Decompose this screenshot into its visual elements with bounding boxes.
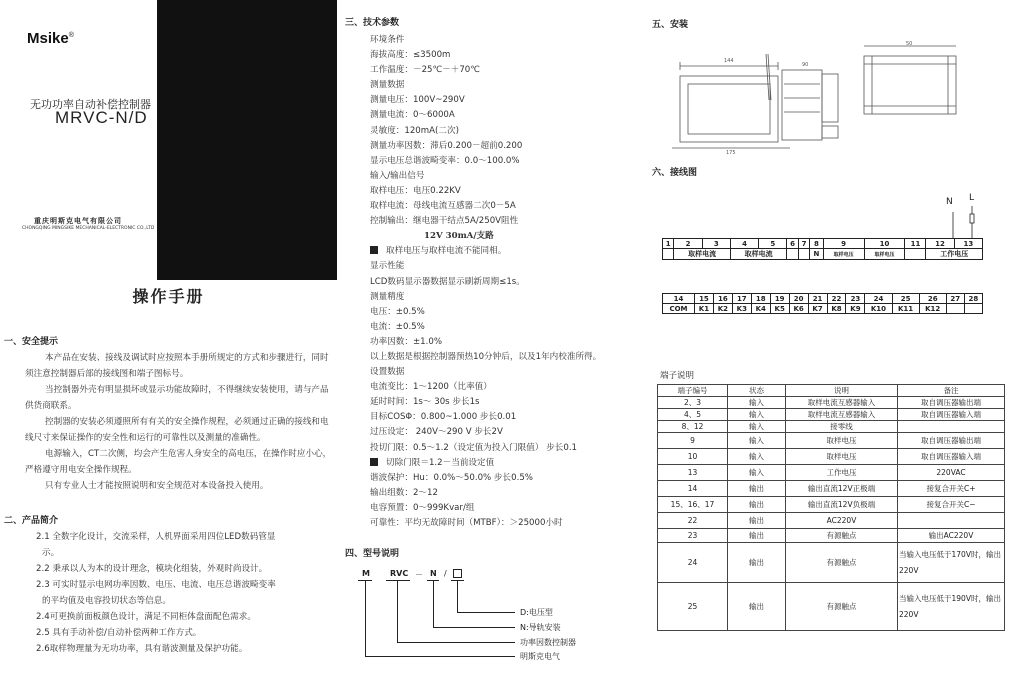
tech-line: 电压：±0.5% bbox=[370, 306, 425, 317]
terminal-caption: 端子说明 bbox=[660, 371, 695, 381]
terminal-row-2 bbox=[662, 293, 983, 314]
tech-heading: 三、技术参数 bbox=[345, 18, 400, 28]
code-rvc: RVC bbox=[390, 569, 409, 578]
terminal-label: K5 bbox=[770, 304, 789, 314]
note-line: 切除门限＝1.2－当前设定值 bbox=[370, 456, 601, 471]
table-header-row bbox=[658, 385, 1005, 397]
terminal-number: 5 bbox=[759, 239, 787, 249]
terminal-table bbox=[657, 384, 1005, 631]
cover-black-panel bbox=[157, 0, 337, 280]
terminal-label: 取样电流 bbox=[730, 249, 786, 260]
intro-list bbox=[36, 529, 336, 657]
fuse-icon bbox=[970, 214, 974, 223]
intro-item: 示。 bbox=[42, 548, 60, 558]
terminal-label: COM bbox=[663, 304, 695, 314]
code-dash: － bbox=[415, 570, 423, 579]
wiring-heading: 六、接线图 bbox=[652, 168, 698, 178]
code-box bbox=[453, 569, 462, 578]
tech-line: 谐波保护：Hu：0.0%～50.0% 步长0.5% bbox=[370, 472, 533, 483]
terminal-number: 16 bbox=[713, 294, 732, 304]
terminal-number: 24 bbox=[865, 294, 892, 304]
tech-line: 取样电流：母线电流互感器二次0－5A bbox=[370, 201, 516, 212]
install-heading: 五、安装 bbox=[652, 20, 689, 30]
terminal-label: K3 bbox=[732, 304, 751, 314]
product-name: 无功功率自动补偿控制器 bbox=[30, 98, 151, 111]
tech-line: LCD数码显示器数据显示刷新周期≤1s。 bbox=[370, 276, 525, 287]
product-model: MRVC-N/D bbox=[55, 108, 148, 127]
tech-line: 以上数据是根据控制器预热10分钟后，以及1年内校准所得。 bbox=[370, 351, 602, 362]
terminal-number: 6 bbox=[787, 239, 798, 249]
tech-line: 电流：±0.5% bbox=[370, 321, 425, 332]
intro-item: 2.1 全数字化设计，交流采样，人机界面采用四位LED数码管显 bbox=[36, 532, 276, 542]
model-label: D:电压型 bbox=[520, 608, 553, 617]
terminal-label: K6 bbox=[789, 304, 808, 314]
company-name-cn: 重庆明斯克电气有限公司 bbox=[34, 217, 122, 225]
table-row: 15、16、17 输出 输出直流12V负极端 接复合开关C− bbox=[658, 497, 1005, 513]
tech-line: 测量精度 bbox=[370, 291, 405, 302]
tech-line: 测量功率因数：滞后0.200－超前0.200 bbox=[370, 140, 523, 151]
tech-line: 设置数据 bbox=[370, 367, 405, 378]
company-name-en: CHONGQING MINGSIKE MECHANICAL-ELECTRONIC CO.,LTD bbox=[22, 226, 155, 231]
terminal-label: K2 bbox=[713, 304, 732, 314]
table-header: 说明 bbox=[786, 385, 898, 397]
intro-item: 2.3 可实时显示电网功率因数、电压、电流、电压总谐波畸变率 bbox=[36, 580, 276, 590]
tech-line: 输出组数：2～12 bbox=[370, 487, 438, 498]
relay-rating: 12V 30mA/支路 bbox=[424, 231, 494, 242]
tech-line: 功率因数：±1.0% bbox=[370, 336, 443, 347]
intro-heading: 二、产品简介 bbox=[4, 516, 59, 526]
tech-line: 延时时间：1s～ 30s 步长1s bbox=[370, 397, 480, 408]
code-m: M bbox=[362, 569, 370, 578]
note-icon bbox=[370, 246, 378, 254]
tech-line: 电流变比：1～1200（比率值） bbox=[370, 382, 492, 393]
safety-paragraph: 电源输入，CT二次侧，均会产生危害人身安全的高电压，在操作时应小心，严格遵守用电安全操作规程。 bbox=[25, 449, 332, 475]
table-row: 13 输入 工作电压 220VAC bbox=[658, 465, 1005, 481]
tech-line: 输入/输出信号 bbox=[370, 170, 425, 181]
terminal-number: 21 bbox=[808, 294, 827, 304]
terminal-number: 10 bbox=[864, 239, 905, 249]
tech-parameters bbox=[370, 33, 601, 531]
dim-label: 50 bbox=[906, 41, 913, 47]
table-row: 2、3 输入 取样电流互感器输入 取自调压器输出端 bbox=[658, 397, 1005, 409]
tech-line: 目标COSΦ：0.800~1.000 步长0.01 bbox=[370, 412, 517, 423]
tech-line: 灵敏度：120mA(二次) bbox=[370, 125, 459, 136]
terminal-label: 取样电压 bbox=[864, 249, 905, 260]
table-row: 8、12 输入 接零线 bbox=[658, 421, 1005, 433]
code-n: N bbox=[430, 569, 437, 578]
intro-item: 2.6取样物理量为无功功率，具有谐波测量及保护功能。 bbox=[36, 644, 248, 654]
table-row: 10 输入 取样电压 取自调压器输入端 bbox=[658, 449, 1005, 465]
terminal-number: 19 bbox=[770, 294, 789, 304]
terminal-number: 13 bbox=[954, 239, 982, 249]
tech-line: 测量电压：100V~290V bbox=[370, 95, 465, 106]
model-label: N:导轨安装 bbox=[520, 623, 561, 632]
terminal-number: 2 bbox=[674, 239, 702, 249]
tech-line: 测量电流：0～6000A bbox=[370, 110, 455, 121]
manual-title: 操作手册 bbox=[132, 287, 205, 306]
terminal-label: K12 bbox=[919, 304, 946, 314]
table-row: 24 输出 有源触点 当输入电压低于170V时，输出220V bbox=[658, 543, 1005, 583]
tech-line: 可靠性：平均无故障时间（MTBF）：＞25000小时 bbox=[370, 518, 563, 528]
neutral-label: N bbox=[946, 197, 953, 207]
tech-line: 过压设定： 240V～290 V 步长2V bbox=[370, 427, 503, 438]
safety-section bbox=[25, 350, 337, 494]
tech-line: 海拔高度：≤3500m bbox=[370, 50, 451, 61]
terminal-label bbox=[964, 304, 982, 314]
brand-logo: Msike® bbox=[27, 30, 74, 47]
side-view bbox=[782, 70, 822, 140]
tech-line: 显示性能 bbox=[370, 261, 405, 272]
terminal-number: 15 bbox=[694, 294, 713, 304]
tech-line: 显示电压总谐波畸变率：0.0～100.0% bbox=[370, 155, 520, 166]
intro-item: 2.2 秉承以人为本的设计理念，模块化组装，外观时尚设计。 bbox=[36, 564, 268, 574]
table-header: 端子编号 bbox=[658, 385, 728, 397]
rail-view bbox=[864, 56, 956, 114]
terminal-number: 26 bbox=[919, 294, 946, 304]
line-label: L bbox=[969, 193, 975, 203]
terminal-number: 22 bbox=[827, 294, 846, 304]
terminal-label: K4 bbox=[751, 304, 770, 314]
table-row: 9 输入 取样电压 取自调压器输出端 bbox=[658, 433, 1005, 449]
terminal-label: K10 bbox=[865, 304, 892, 314]
tech-line: 控制输出：继电器干结点5A/250V阻性 bbox=[370, 216, 519, 227]
terminal-number: 1 bbox=[663, 239, 674, 249]
terminal-label: N bbox=[810, 249, 823, 260]
table-row: 4、5 输入 取样电流互感器输入 取自调压器输入端 bbox=[658, 409, 1005, 421]
terminal-number: 14 bbox=[663, 294, 695, 304]
safety-heading: 一、安全提示 bbox=[4, 337, 59, 347]
terminal-label: K9 bbox=[846, 304, 865, 314]
table-row: 25 输出 有源触点 当输入电压低于190V时，输出220V bbox=[658, 583, 1005, 631]
tech-line: 投切门限：0.5～1.2（设定值为投入门限值） 步长0.1 bbox=[370, 442, 578, 453]
terminal-number: 17 bbox=[732, 294, 751, 304]
terminal-label: K8 bbox=[827, 304, 846, 314]
table-header: 备注 bbox=[898, 385, 1005, 397]
terminal-number: 8 bbox=[810, 239, 823, 249]
tech-line: 工作温度：－25℃－＋70℃ bbox=[370, 65, 480, 76]
terminal-number: 18 bbox=[751, 294, 770, 304]
front-view bbox=[680, 76, 778, 142]
terminal-number: 3 bbox=[702, 239, 730, 249]
table-row: 23 输出 有源触点 输出AC220V bbox=[658, 529, 1005, 543]
dim-label: 175 bbox=[726, 150, 736, 155]
terminal-number: 20 bbox=[789, 294, 808, 304]
intro-item: 2.5 具有手动补偿/自动补偿两种工作方式。 bbox=[36, 628, 202, 638]
terminal-number: 23 bbox=[846, 294, 865, 304]
safety-paragraph: 控制器的安装必须遵照所有有关的安全操作规程，必须通过正确的接线和电线尺寸来保证操作的安全性和运行的可靠性以及测量的准确性。 bbox=[25, 417, 329, 443]
terminal-label bbox=[946, 304, 964, 314]
terminal-number: 9 bbox=[823, 239, 864, 249]
terminal-row-1 bbox=[662, 238, 983, 260]
tech-line: 环境条件 bbox=[370, 35, 405, 45]
table-header: 状态 bbox=[728, 385, 786, 397]
intro-item: 2.4可更换前面板颜色设计，满足不同柜体盘面配色需求。 bbox=[36, 612, 256, 622]
terminal-number: 25 bbox=[892, 294, 919, 304]
safety-paragraph: 本产品在安装、接线及调试时应按照本手册所规定的方式和步骤进行，同时须注意控制器后部的接线图和端子图标号。 bbox=[25, 353, 329, 379]
terminal-number: 28 bbox=[964, 294, 982, 304]
code-slash: / bbox=[444, 569, 447, 578]
installation-drawing bbox=[672, 40, 1002, 155]
terminal-label: K11 bbox=[892, 304, 919, 314]
terminal-label: 取样电压 bbox=[823, 249, 864, 260]
model-label: 明斯克电气 bbox=[520, 652, 560, 661]
tech-line: 取样电压：电压0.22KV bbox=[370, 185, 461, 196]
table-row: 14 输出 输出直流12V正极端 接复合开关C+ bbox=[658, 481, 1005, 497]
model-label: 功率因数控制器 bbox=[520, 638, 576, 647]
terminal-number: 11 bbox=[905, 239, 926, 249]
dim-label: 144 bbox=[724, 58, 734, 64]
model-heading: 四、型号说明 bbox=[345, 549, 400, 559]
terminal-number: 12 bbox=[926, 239, 954, 249]
intro-item: 的平均值及电容投切状态等信息。 bbox=[42, 596, 171, 606]
terminal-number: 27 bbox=[946, 294, 964, 304]
note-icon bbox=[370, 458, 378, 466]
tech-line: 电容预置：0～999Kvar/组 bbox=[370, 502, 475, 513]
terminal-label: 取样电流 bbox=[674, 249, 730, 260]
safety-paragraph: 当控制器外壳有明显损坏或显示功能故障时，不得继续安装使用，请与产品供货商联系。 bbox=[25, 385, 329, 411]
safety-paragraph: 只有专业人士才能按照说明和安全规范对本设备投入使用。 bbox=[45, 481, 269, 491]
supply-wiring bbox=[944, 200, 984, 240]
terminal-label: K7 bbox=[808, 304, 827, 314]
dim-label: 90 bbox=[802, 62, 809, 68]
terminal-number: 4 bbox=[730, 239, 758, 249]
terminal-label: K1 bbox=[694, 304, 713, 314]
terminal-label: 工作电压 bbox=[926, 249, 983, 260]
tech-line: 测量数据 bbox=[370, 80, 405, 91]
note-line: 取样电压与取样电流不能同相。 bbox=[370, 244, 601, 259]
terminal-number: 7 bbox=[798, 239, 809, 249]
table-row: 22 输出 AC220V bbox=[658, 513, 1005, 529]
